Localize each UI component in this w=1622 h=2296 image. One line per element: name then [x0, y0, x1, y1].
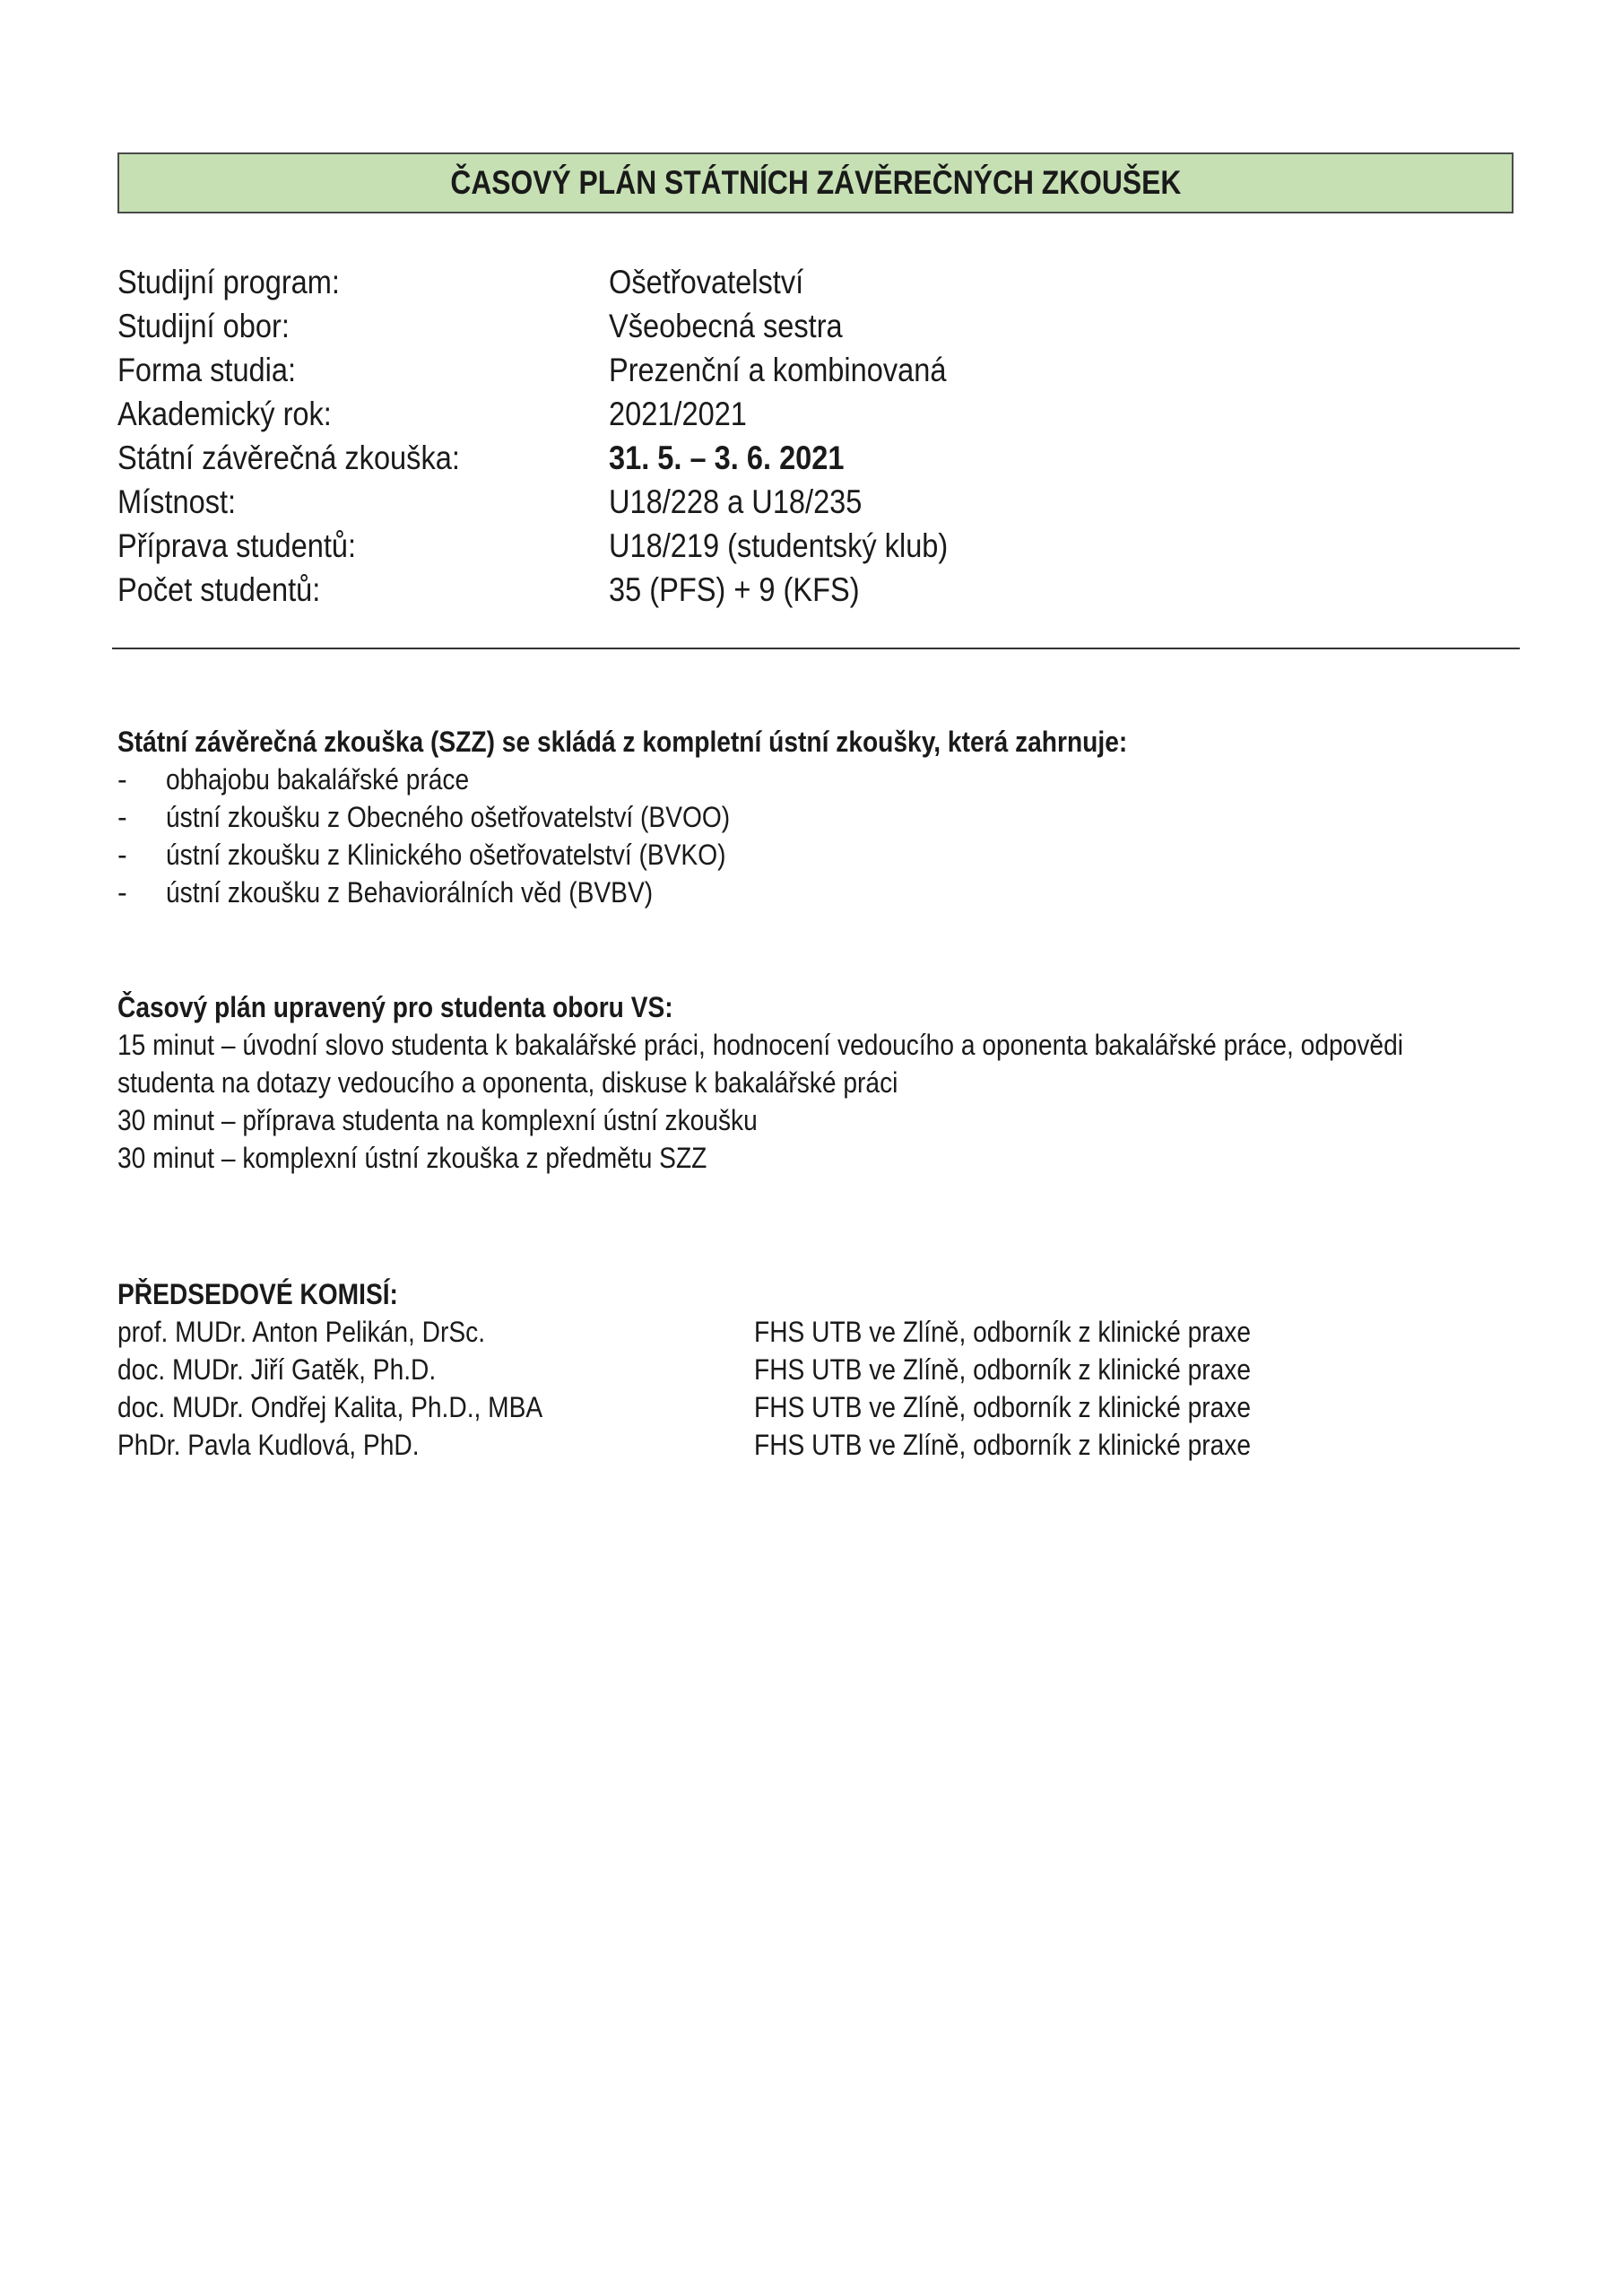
member-name: PhDr. Pavla Kudlová, PhD. — [117, 1429, 420, 1461]
member-name: doc. MUDr. Jiří Gatěk, Ph.D. — [117, 1353, 437, 1386]
info-row-program — [117, 260, 1516, 304]
list-item — [117, 798, 1534, 836]
list-item-text: ústní zkoušku z Behaviorálních věd (BVBV) — [166, 876, 654, 909]
info-label: Akademický rok: — [117, 396, 332, 432]
committee-member — [117, 1426, 1534, 1464]
info-row-preparation — [117, 524, 1516, 568]
info-row-field — [117, 304, 1516, 348]
committee-heading: PŘEDSEDOVÉ KOMISÍ: — [117, 1278, 398, 1310]
list-item-text: ústní zkoušku z Obecného ošetřovatelství (BVOO) — [166, 801, 731, 833]
dash-marker: - — [117, 876, 127, 909]
time-plan-line: 15 minut – úvodní slovo studenta k bakalářské práci, hodnocení vedoucího a oponenta bakalářské práce, odpovědi — [117, 1029, 1403, 1061]
study-info-block — [117, 260, 1516, 612]
info-label: Forma studia: — [117, 352, 297, 388]
info-value: Ošetřovatelství — [609, 264, 804, 300]
dash-marker: - — [117, 801, 127, 833]
list-item-text: ústní zkoušku z Klinického ošetřovatelství (BVKO) — [166, 839, 726, 871]
info-label: Počet studentů: — [117, 571, 321, 608]
info-row-year — [117, 392, 1516, 436]
info-label: Studijní obor: — [117, 308, 290, 344]
member-name: prof. MUDr. Anton Pelikán, DrSc. — [117, 1316, 486, 1348]
committee-section — [117, 1275, 1534, 1464]
list-item — [117, 761, 1534, 798]
committee-member — [117, 1313, 1534, 1351]
list-item — [117, 836, 1534, 874]
info-row-room — [117, 480, 1516, 524]
info-label: Studijní program: — [117, 264, 340, 300]
info-row-students — [117, 568, 1516, 612]
dash-marker: - — [117, 763, 127, 796]
info-value: U18/219 (studentský klub) — [609, 527, 949, 564]
exam-date-value: 31. 5. – 3. 6. 2021 — [609, 439, 845, 476]
info-value: 35 (PFS) + 9 (KFS) — [609, 571, 860, 608]
list-item — [117, 874, 1534, 911]
info-value: U18/228 a U18/235 — [609, 483, 863, 520]
member-institution: FHS UTB ve Zlíně, odborník z klinické praxe — [754, 1429, 1252, 1461]
member-institution: FHS UTB ve Zlíně, odborník z klinické praxe — [754, 1391, 1252, 1423]
time-plan-line: 30 minut – příprava studenta na komplexní ústní zkoušku — [117, 1104, 758, 1136]
committee-member — [117, 1388, 1534, 1426]
horizontal-divider — [112, 648, 1520, 649]
time-plan-line: studenta na dotazy vedoucího a oponenta, diskuse k bakalářské práci — [117, 1066, 898, 1099]
member-institution: FHS UTB ve Zlíně, odborník z klinické praxe — [754, 1316, 1252, 1348]
szz-section — [117, 723, 1534, 911]
dash-marker: - — [117, 839, 127, 871]
info-label: Státní závěrečná zkouška: — [117, 439, 460, 476]
info-row-exam-date — [117, 436, 1516, 480]
info-label: Příprava studentů: — [117, 527, 357, 564]
info-label: Místnost: — [117, 483, 237, 520]
document-title: ČASOVÝ PLÁN STÁTNÍCH ZÁVĚREČNÝCH ZKOUŠEK — [449, 164, 1182, 201]
member-institution: FHS UTB ve Zlíně, odborník z klinické praxe — [754, 1353, 1252, 1386]
szz-heading: Státní závěrečná zkouška (SZZ) se skládá z kompletní ústní zkoušky, která zahrnuje: — [117, 726, 1128, 758]
info-value: 2021/2021 — [609, 396, 747, 432]
member-name: doc. MUDr. Ondřej Kalita, Ph.D., MBA — [117, 1391, 543, 1423]
time-plan-heading: Časový plán upravený pro studenta oboru VS: — [117, 991, 673, 1023]
title-box — [117, 152, 1514, 213]
time-plan-section — [117, 988, 1534, 1177]
time-plan-line: 30 minut – komplexní ústní zkouška z předmětu SZZ — [117, 1142, 707, 1174]
committee-member — [117, 1351, 1534, 1388]
info-row-form — [117, 348, 1516, 392]
info-value: Prezenční a kombinovaná — [609, 352, 947, 388]
info-value: Všeobecná sestra — [609, 308, 843, 344]
list-item-text: obhajobu bakalářské práce — [166, 763, 470, 796]
